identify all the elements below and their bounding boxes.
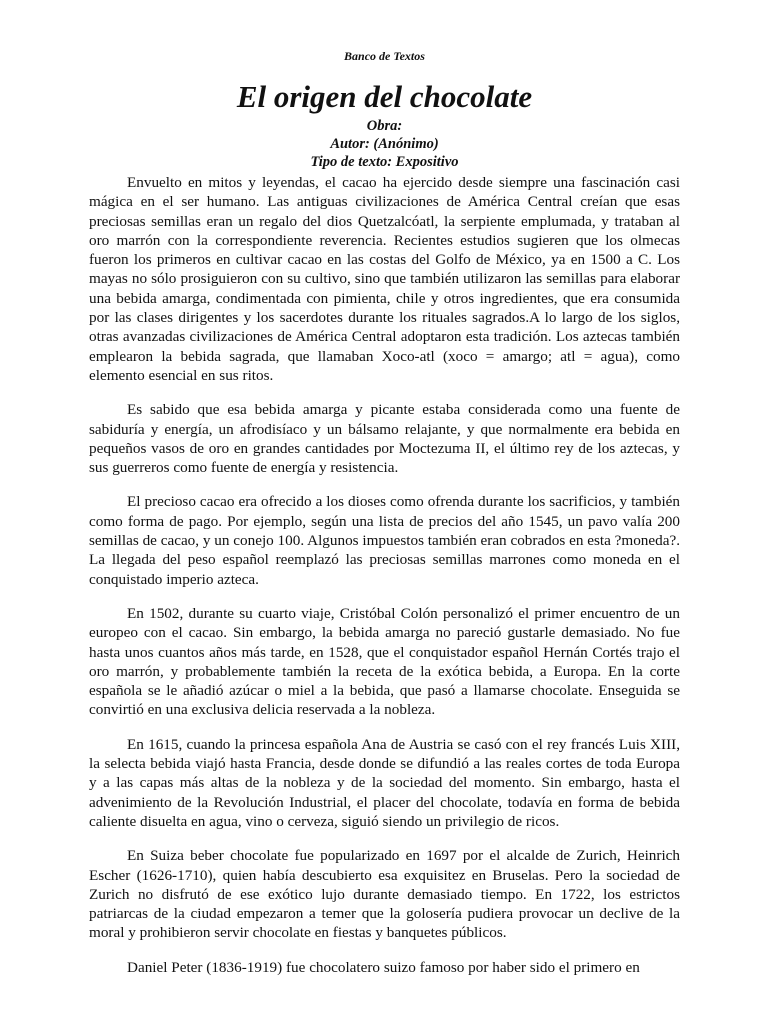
meta-autor: Autor: (Anónimo) [330, 136, 439, 152]
meta-obra: Obra: [366, 118, 403, 134]
document-body [89, 173, 680, 992]
document-header: Banco de Textos [344, 49, 425, 63]
paragraph: En 1615, cuando la princesa española Ana de Austria se casó con el rey francés Luis XIII, la selecta bebida viajó hasta Francia, desde donde se difundió a las reales cortes de toda Europa y a las capas más altas de la nobleza y de la sociedad del momento. Sin embargo, hasta el advenimiento de la Revolución Industrial, el placer del chocolate, todavía en forma de bebida caliente disuelta en agua, vino o cerveza, siguió siendo un privilegio de ricos. [89, 735, 680, 830]
meta-tipo: Tipo de texto: Expositivo [310, 154, 459, 170]
paragraph: En 1502, durante su cuarto viaje, Cristóbal Colón personalizó el primer encuentro de un europeo con el cacao. Sin embargo, la bebida amarga no pareció gustarle demasiado. No fue hasta unos cuantos años más tarde, en 1528, que el conquistador español Hernán Cortés trajo el oro marrón, y probablemente también la receta de la exótica bebida, a Europa. En la corte española se le añadió azúcar o miel a la bebida, que pasó a llamarse chocolate. Enseguida se convirtió en una exclusiva delicia reservada a la nobleza. [89, 604, 680, 719]
document-title: El origen del chocolate [236, 79, 533, 114]
paragraph: En Suiza beber chocolate fue popularizado en 1697 por el alcalde de Zurich, Heinrich Escher (1626-1710), quien había descubierto esa exquisitez en Bruselas. Pero la sociedad de Zurich no disfrutó de ese exótico lujo durante demasiado tiempo. En 1722, los estrictos patriarcas de la ciudad empezaron a temer que la golosería pudiera provocar un declive de la moral y prohibieron servir chocolate en fiestas y banquetes públicos. [89, 847, 680, 942]
paragraph: Envuelto en mitos y leyendas, el cacao ha ejercido desde siempre una fascinación casi mágica en el ser humano. Las antiguas civilizaciones de América Central creían que esas preciosas semillas eran un regalo del dios Quetzalcóatl, la serpiente emplumada, y trataban al oro marrón con la correspondiente reverencia. Recientes estudios sugieren que los olmecas fueron los primeros en cultivar cacao en las costas del Golfo de México, ya en 1500 a C. Los mayas no sólo prosiguieron con su cultivo, sino que también utilizaron las semillas para elaborar una bebida amarga, condimentada con pimienta, chile y otros ingredientes, que era consumida por las clases dirigentes y los sacerdotes durante los rituales sagrados.A lo largo de los siglos, otras avanzadas civilizaciones de América Central adoptaron esta tradición. Los aztecas también emplearon la bebida sagrada, que llamaban Xoco-atl (xoco = amargo; atl = agua), como elemento esencial en sus ritos. [89, 174, 680, 384]
paragraph: Daniel Peter (1836-1919) fue chocolatero suizo famoso por haber sido el primero en [127, 958, 640, 976]
paragraph: Es sabido que esa bebida amarga y picante estaba considerada como una fuente de sabiduría y energía, un afrodisíaco y un bálsamo relajante, y que normalmente era bebida en pequeños vasos de oro en grandes cantidades por Moctezuma II, el último rey de los aztecas, y sus guerreros como fuente de energía y resistencia. [89, 401, 680, 477]
document-meta [89, 117, 680, 171]
paragraph: El precioso cacao era ofrecido a los dioses como ofrenda durante los sacrificios, y también como forma de pago. Por ejemplo, según una lista de precios del año 1545, un pavo valía 200 semillas de cacao, y un conejo 100. Algunos impuestos también eran cobrados en esta ?moneda?. La llegada del peso español reemplazó las preciosas semillas marrones como moneda en el conquistado imperio azteca. [89, 493, 680, 588]
